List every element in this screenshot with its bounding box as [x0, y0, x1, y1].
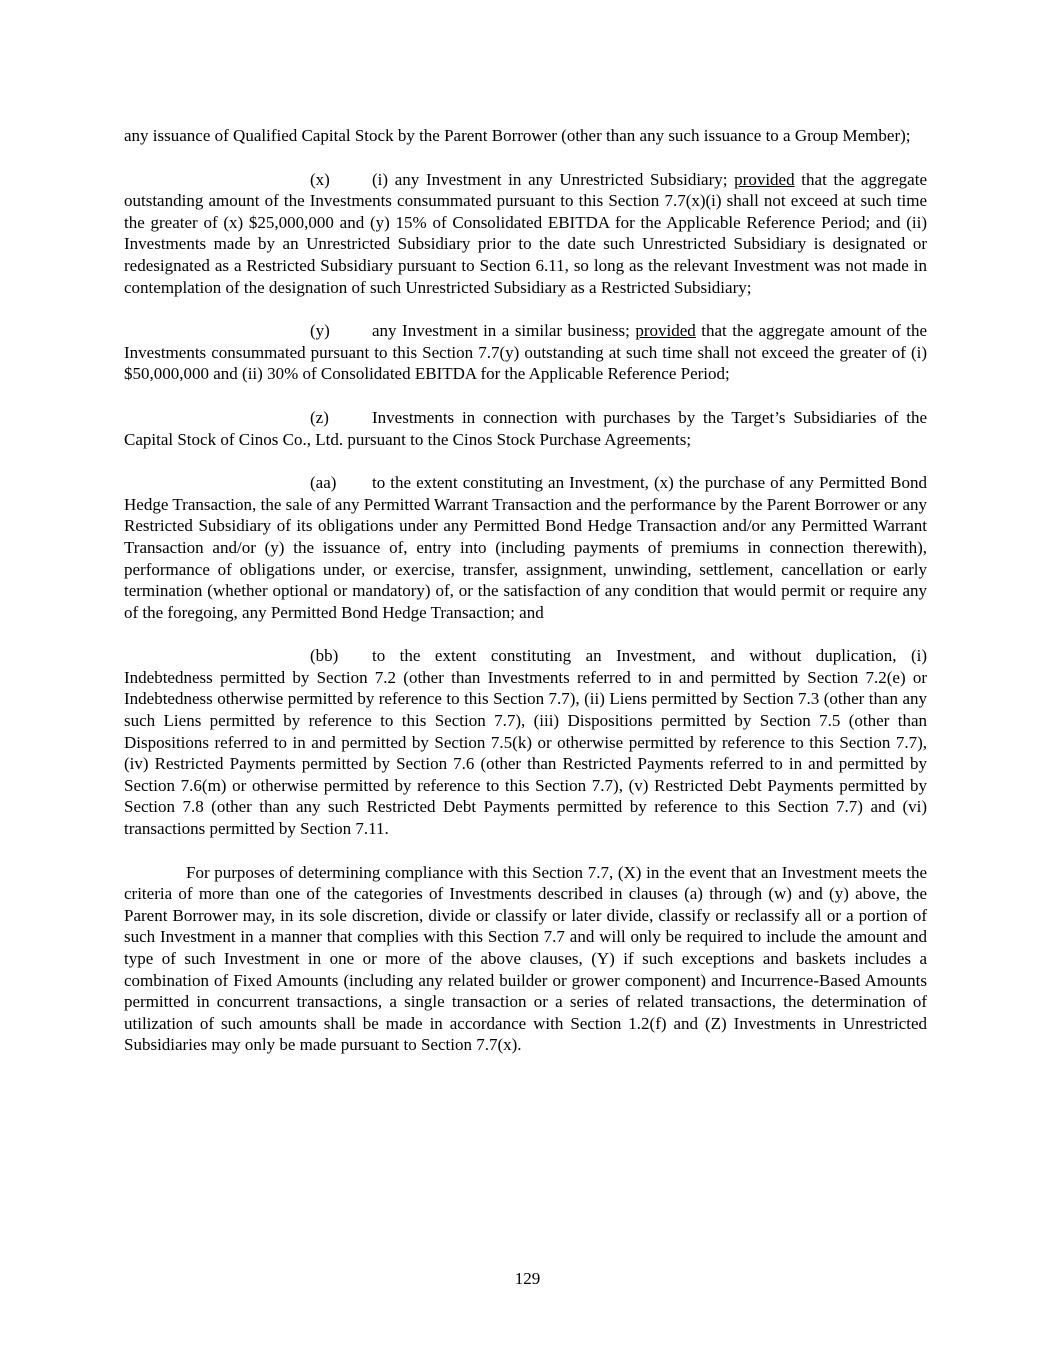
clause-text: any Investment in a similar business;	[372, 321, 636, 341]
intro-paragraph: any issuance of Qualified Capital Stock by the Parent Borrower (other than any such issuance to a Group Member);	[124, 126, 911, 145]
closing-paragraph: For purposes of determining compliance with this Section 7.7, (X) in the event that an Investment meets the criteria of more than one of the categories of Investments described in clauses (a) through (w) and (y) above, the Parent Borrower may, in its sole discretion, divide or classify or later divide, classify or reclassify all or a portion of such Investment in a manner that complies with this Section 7.7 and will only be required to include the amount and type of such Investment in one or more of the above clauses, (Y) if such exceptions and baskets includes a combination of Fixed Amounts (including any related builder or grower component) and Incurrence-Based Amounts permitted in concurrent transactions, a single transaction or a series of related transactions, the determination of utilization of such amounts shall be made in accordance with Section 1.2(f) and (Z) Investments in Unrestricted Subsidiaries may only be made pursuant to Section 7.7(x).	[124, 862, 927, 1055]
clause-label: (y)	[310, 321, 330, 341]
document-page	[124, 125, 927, 1078]
clause-label: (x)	[310, 169, 330, 189]
clause-z	[124, 407, 927, 450]
clause-text-continued: that the aggregate amount of the Investments consummated pursuant to this Section 7.7(y) outstanding at such time shall not exceed the greater of (i) $50,000,000 and (ii) 30% of Consolidated EBITDA for the Applicable Reference Period;	[124, 321, 927, 384]
clause-text: to the extent constituting an Investment, and without duplication, (i) Indebtedness permitted by Section 7.2 (other than Investments referred to in and permitted by Section 7.2(e) or Indebtedness otherwise permitted by reference to this Section 7.7), (ii) Liens permitted by Section 7.3 (other than any such Liens permitted by reference to this Section 7.7), (iii) Dispositions permitted by Section 7.5 (other than Dispositions referred to in and permitted by Section 7.5(k) or otherwise permitted by reference to this Section 7.7), (iv) Restricted Payments permitted by Section 7.6 (other than Restricted Payments referred to in and permitted by Section 7.6(m) or otherwise permitted by reference to this Section 7.7), (v) Restricted Debt Payments permitted by Section 7.8 (other than any such Restricted Debt Payments permitted by reference to this Section 7.7) and (vi) transactions permitted by Section 7.11.	[124, 646, 927, 839]
clause-y	[124, 320, 927, 385]
clause-x	[124, 169, 927, 299]
clause-label: (bb)	[310, 646, 339, 666]
clause-aa	[124, 472, 927, 623]
provided-term: provided	[734, 169, 795, 189]
clause-bb	[124, 645, 927, 839]
clause-text-continued: that the aggregate outstanding amount of the Investments consummated pursuant to this Section 7.7(x)(i) shall not exceed at such time the greater of (x) $25,000,000 and (y) 15% of Consolidated EBITDA for the Applicable Reference Period; and (ii) Investments made by an Unrestricted Subsidiary prior to the date such Unrestricted Subsidiary is designated or redesignated as a Restricted Subsidiary pursuant to Section 6.11, so long as the relevant Investment was not made in contemplation of the designation of such Unrestricted Subsidiary as a Restricted Subsidiary;	[124, 169, 927, 297]
clause-text: Investments in connection with purchases by the Target’s Subsidiaries of the Capital Stock of Cinos Co., Ltd. pursuant to the Cinos Stock Purchase Agreements;	[124, 407, 927, 449]
clause-label: (z)	[310, 407, 329, 427]
clause-text: to the extent constituting an Investment, (x) the purchase of any Permitted Bond Hedge Transaction, the sale of any Permitted Warrant Transaction and the performance by the Parent Borrower or any Restricted Subsidiary of its obligations under any Permitted Bond Hedge Transaction and/or any Permitted Warrant Transaction and/or (y) the issuance of, entry into (including payments of premiums in connection therewith), performance of obligations under, or exercise, transfer, assignment, unwinding, settlement, cancellation or early termination (whether optional or mandatory) of, or the satisfaction of any condition that would permit or require any of the foregoing, any Permitted Bond Hedge Transaction; and	[124, 473, 927, 622]
clause-label: (aa)	[310, 473, 337, 493]
page-number: 129	[514, 1269, 541, 1288]
clause-text: (i) any Investment in any Unrestricted Subsidiary;	[372, 169, 735, 189]
provided-term: provided	[635, 321, 696, 341]
